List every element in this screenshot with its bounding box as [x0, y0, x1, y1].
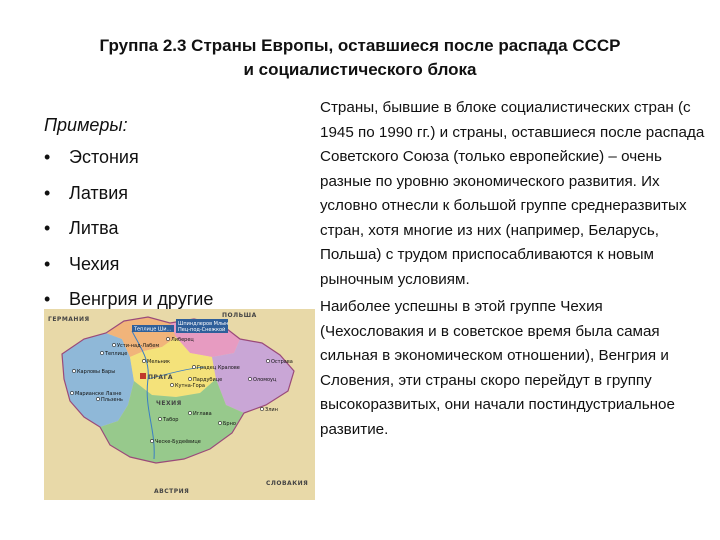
city-dot	[192, 365, 195, 368]
label-resort-2: Шпиндлеров Млын	[178, 321, 229, 327]
city-label: Теплице	[105, 351, 128, 357]
city-dot	[158, 417, 161, 420]
czech-map	[44, 309, 315, 500]
title-line-1: Группа 2.3 Страны Европы, оставшиеся после распада СССР	[99, 36, 621, 55]
city-label: Иглава	[193, 411, 212, 417]
label-germany: ГЕРМАНИЯ	[48, 316, 90, 323]
city-dot	[166, 337, 169, 340]
body-text	[320, 96, 710, 442]
city-label: Брно	[223, 421, 236, 427]
city-dot	[266, 359, 269, 362]
capital-marker	[140, 373, 146, 379]
city-label: Злин	[265, 407, 278, 413]
city-dot	[70, 391, 73, 394]
city-dot	[248, 377, 251, 380]
city-label: Острава	[271, 359, 293, 365]
examples-block	[44, 110, 213, 318]
label-slovakia: СЛОВАКИЯ	[266, 480, 309, 487]
title-line-2: и социалистического блока	[243, 60, 477, 79]
city-dot	[72, 369, 75, 372]
list-item: • Чехия	[44, 247, 213, 283]
city-label: Табор	[163, 417, 179, 423]
city-label: Мельник	[147, 359, 171, 365]
city-dot	[100, 351, 103, 354]
city-dot	[150, 439, 153, 442]
city-label: Ческе-Будеёвице	[155, 439, 201, 445]
label-resort-1: Теплице Ши...	[134, 326, 172, 333]
city-label: Градец Кралове	[197, 365, 240, 371]
label-prague: ПРАГА	[148, 374, 174, 381]
paragraph-2: Наиболее успешны в этой группе Чехия (Чехословакия и в советское время была самая сильная в экономическом отношении), Венгрия и Словения, эти страны скоро перейдут в группу высокоразвитых, они начали постиндустриальное развитие.	[320, 298, 675, 438]
list-item: • Венгрия и другие	[44, 282, 213, 318]
city-label: Марианске Лазне	[75, 391, 122, 397]
examples-label: Примеры:	[44, 115, 128, 135]
city-label: Кутна-Гора	[175, 383, 205, 389]
city-dot	[260, 407, 263, 410]
city-label: Оломоуц	[253, 377, 277, 383]
city-label: Либерец	[171, 337, 194, 343]
list-item: • Эстония	[44, 140, 213, 176]
city-label: Пльзень	[101, 397, 123, 403]
label-poland: ПОЛЬША	[222, 312, 257, 319]
city-dot	[112, 343, 115, 346]
slide-title	[20, 34, 700, 82]
city-dot	[96, 397, 99, 400]
paragraph-1: Страны, бывшие в блоке социалистических стран (с 1945 по 1990 гг.) и страны, оставшиеся после распада Советского Союза (только европейские) – очень разные по уровню экономического развития. Их условно отнесли к большой группе среднеразвитых стран, хотя многие из них (например, Беларусь, Польша) с трудом приспосабливаются к новым рыночным условиям.	[320, 99, 705, 288]
city-dot	[170, 383, 173, 386]
list-item: • Литва	[44, 211, 213, 247]
list-item: • Латвия	[44, 176, 213, 212]
city-label: Пардубице	[193, 377, 223, 383]
city-dot	[218, 421, 221, 424]
city-label: Усти-над-Лабем	[117, 343, 160, 349]
city-dot	[188, 377, 191, 380]
city-dot	[188, 411, 191, 414]
label-czechia: ЧЕХИЯ	[156, 400, 182, 407]
city-label: Карловы Вары	[77, 369, 116, 375]
examples-list	[44, 140, 213, 318]
city-dot	[142, 359, 145, 362]
label-resort-3: Пец-под-Снежкой	[178, 327, 226, 333]
label-austria: АВСТРИЯ	[154, 488, 190, 495]
